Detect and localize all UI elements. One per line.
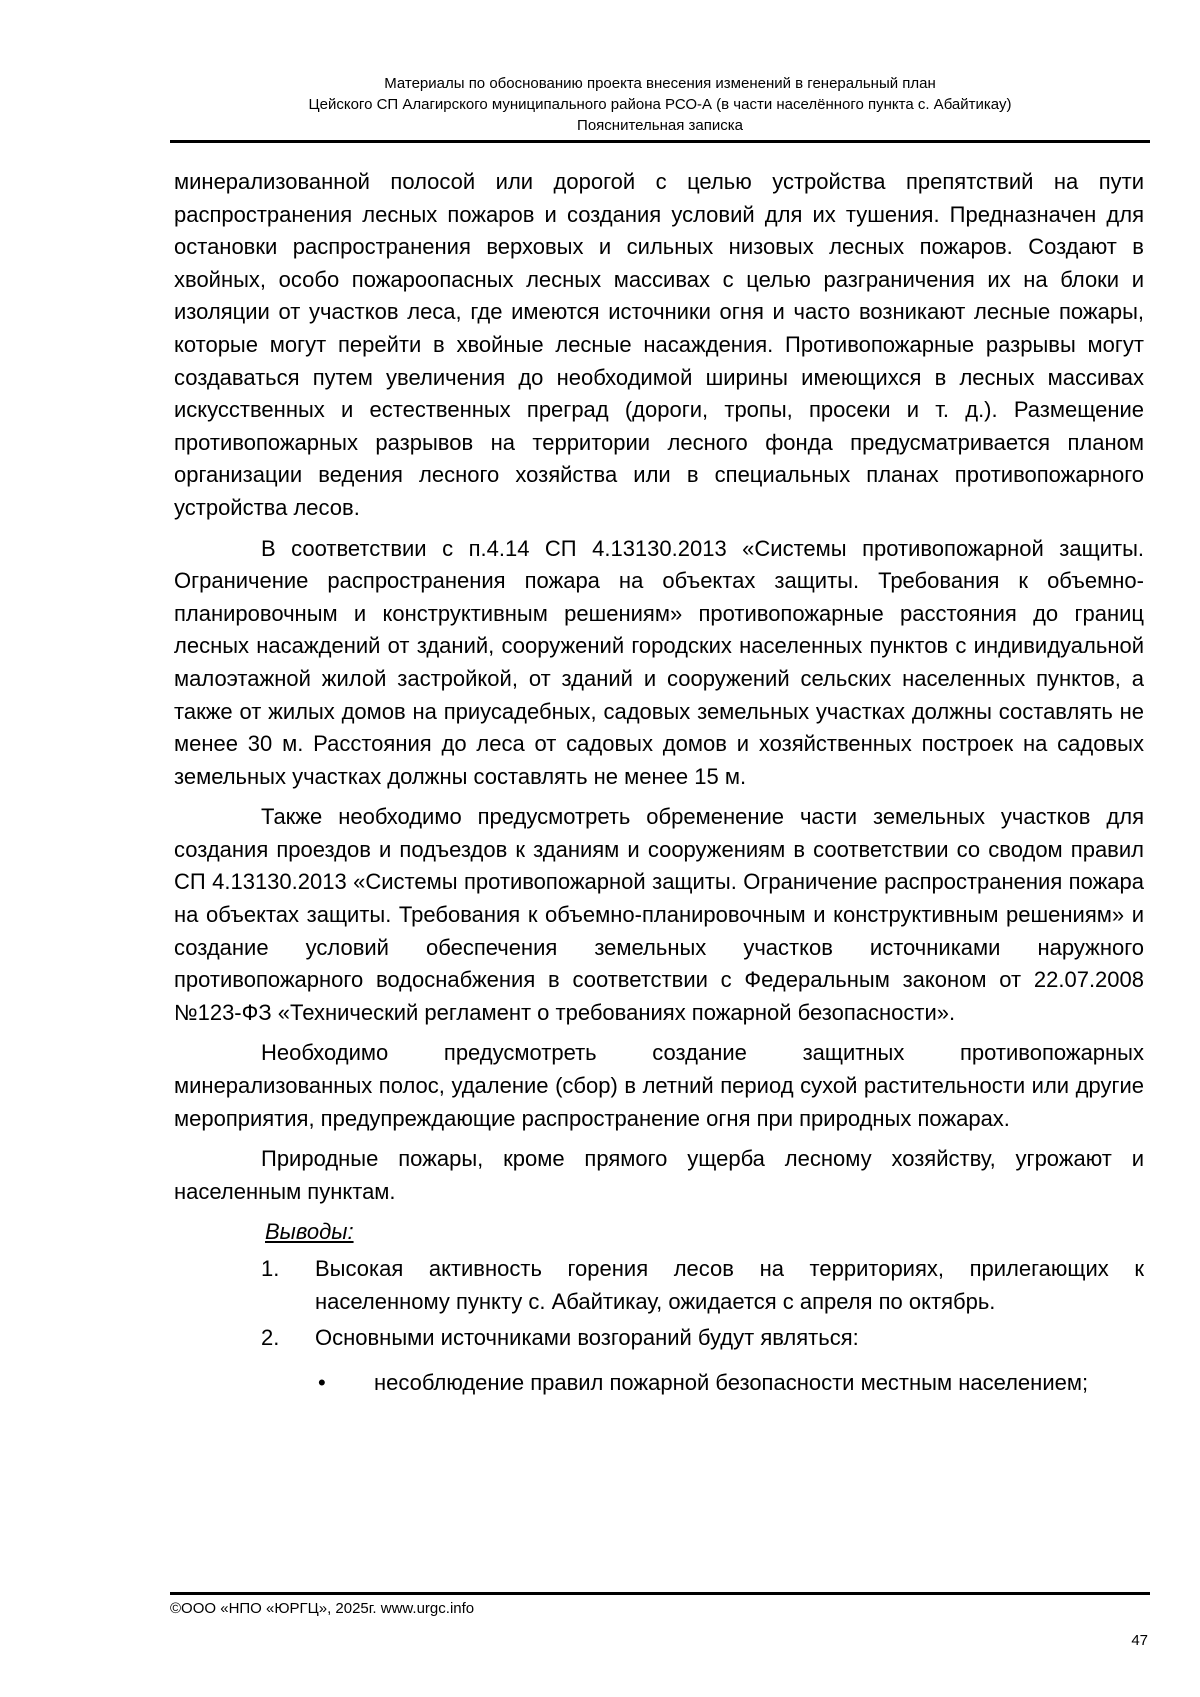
list-number: 1. [261, 1256, 280, 1281]
numbered-list-item [174, 1253, 1144, 1318]
paragraph: Также необходимо предусмотреть обременение части земельных участков для создания проездов и подъездов к зданиям и сооружениям в соответствии со сводом правил СП 4.13130.2013 «Системы противопожарной защиты. Ограничение распространения пожара на объектах защиты. Требования к объемно-планировочным и конструктивным решениям» и создание условий обеспечения земельных участков источниками наружного противопожарного водоснабжения в соответствии с Федеральным законом от 22.07.2008 №123-ФЗ «Технический регламент о требованиях пожарной безопасности». [174, 804, 1144, 1025]
header-line-3: Пояснительная записка [577, 117, 743, 134]
paragraph: Природные пожары, кроме прямого ущерба лесному хозяйству, угрожают и населенным пунктам. [174, 1146, 1144, 1204]
paragraph: В соответствии с п.4.14 СП 4.13130.2013 «Системы противопожарной защиты. Ограничение распространения пожара на объектах защиты. Требования к объемно-планировочным и конструктивным решениям» противопожарные расстояния до границ лесных насаждений от зданий, сооружений городских населенных пунктов с индивидуальной малоэтажной жилой застройкой, от зданий и сооружений сельских населенных пунктов, а также от жилых домов на приусадебных, садовых земельных участках должны составлять не менее 30 м. Расстояния до леса от садовых домов и хозяйственных построек на садовых земельных участках должны составлять не менее 15 м. [174, 535, 1144, 789]
list-item-text: Высокая активность горения лесов на территориях, прилегающих к населенному пункту с. Абайтикау, ожидается с апреля по октябрь. [315, 1256, 1144, 1314]
conclusions-heading: Выводы: [265, 1219, 354, 1245]
footer-copyright: ©ООО «НПО «ЮРГЦ», 2025г. www.urgc.info [170, 1600, 475, 1617]
paragraph: минерализованной полосой или дорогой с целью устройства препятствий на пути распространения лесных пожаров и создания условий для их тушения. Предназначен для остановки распространения верховых и сильных низовых лесных пожаров. Создают в хвойных, особо пожароопасных лесных массивах с целью разграничения их на блоки и изоляции от участков леса, где имеются источники огня и часто возникают лесные пожары, которые могут перейти в хвойные лесные насаждения. Противопожарные разрывы могут создаваться путем увеличения до необходимой ширины имеющихся в лесных массивах искусственных и естественных преград (дороги, тропы, просеки и т. д.). Размещение противопожарных разрывов на территории лесного фонда предусматривается планом организации ведения лесного хозяйства или в специальных планах противопожарного устройства лесов. [174, 169, 1144, 520]
paragraph: Необходимо предусмотреть создание защитных противопожарных минерализованных полос, удаление (сбор) в летний период сухой растительности или другие мероприятия, предупреждающие распространение огня при природных пожарах. [174, 1040, 1144, 1131]
header-divider [170, 140, 1150, 143]
list-item-text: несоблюдение правил пожарной безопасности местным населением; [374, 1369, 1089, 1395]
bullet-mark: • [318, 1369, 326, 1395]
running-header [170, 73, 1150, 136]
bullet-list-item [174, 1367, 1144, 1400]
list-number: 2. [261, 1325, 280, 1351]
footer-divider [170, 1592, 1150, 1595]
page-number: 47 [1131, 1632, 1148, 1649]
page-body [174, 166, 1144, 1399]
header-line-1: Материалы по обоснованию проекта внесения изменений в генеральный план [384, 75, 936, 92]
numbered-list-item [174, 1322, 1144, 1355]
list-item-text: Основными источниками возгораний будут являться: [315, 1325, 859, 1351]
header-line-2: Цейского СП Алагирского муниципального района РСО-А (в части населённого пункта с. Абайтикау) [308, 96, 1012, 113]
